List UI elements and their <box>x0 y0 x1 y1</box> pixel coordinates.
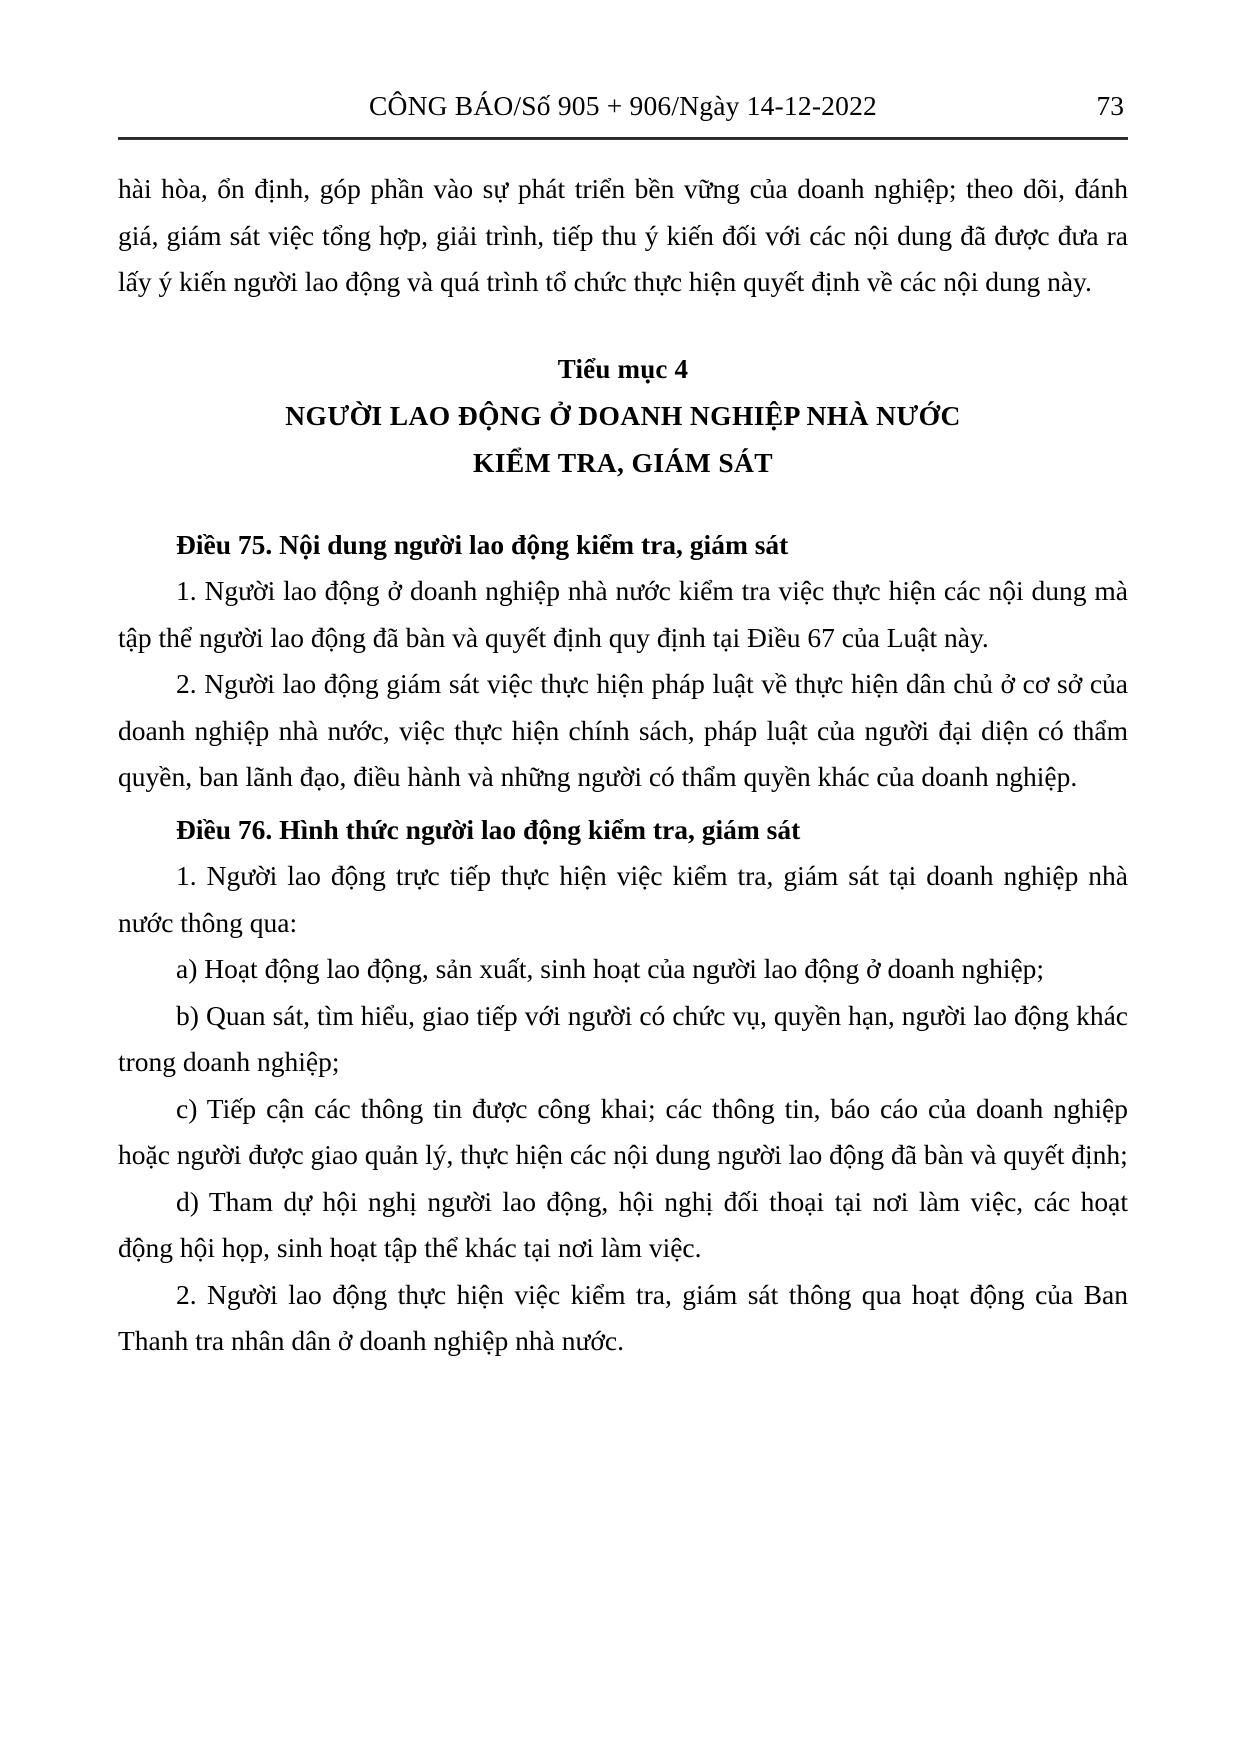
article-76-point-c: c) Tiếp cận các thông tin được công khai; các thông tin, báo cáo của doanh nghiệp hoặc người được giao quản lý, thực hiện các nội dung người lao động đã bàn và quyết định; <box>118 1092 1128 1170</box>
intro-paragraph: hài hòa, ổn định, góp phần vào sự phát triển bền vững của doanh nghiệp; theo dõi, đánh giá, giám sát việc tổng hợp, giải trình, tiếp thu ý kiến đối với các nội dung đã được đưa ra lấy ý kiến người lao động và quá trình tổ chức thực hiện quyết định về các nội dung này. <box>118 173 1128 297</box>
header-title: CÔNG BÁO/Số 905 + 906/Ngày 14-12-2022 <box>369 90 877 121</box>
subsection-label: Tiểu mục 4 <box>557 353 689 384</box>
article-76-heading: Điều 76. Hình thức người lao động kiểm tra, giám sát <box>176 813 801 845</box>
article-76-clause-2: 2. Người lao động thực hiện việc kiểm tra, giám sát thông qua hoạt động của Ban Thanh tra nhân dân ở doanh nghiệp nhà nước. <box>118 1278 1128 1356</box>
article-76-point-b: b) Quan sát, tìm hiểu, giao tiếp với người có chức vụ, quyền hạn, người lao động khác trong doanh nghiệp; <box>118 999 1128 1077</box>
subsection-heading-line-1: NGƯỜI LAO ĐỘNG Ở DOANH NGHIỆP NHÀ NƯỚC <box>285 399 961 431</box>
subsection-heading-line-2: KIỂM TRA, GIÁM SÁT <box>472 446 774 478</box>
article-76-point-a: a) Hoạt động lao động, sản xuất, sinh hoạt của người lao động ở doanh nghiệp; <box>176 953 1045 984</box>
article-75-clause-2: 2. Người lao động giám sát việc thực hiện pháp luật về thực hiện dân chủ ở cơ sở của doanh nghiệp nhà nước, việc thực hiện chính sách, pháp luật của người đại diện có thẩm quyền, ban lãnh đạo, điều hành và những người có thẩm quyền khác của doanh nghiệp. <box>118 668 1128 792</box>
article-76-point-d: d) Tham dự hội nghị người lao động, hội nghị đối thoại tại nơi làm việc, các hoạt động hội họp, sinh hoạt tập thể khác tại nơi làm việc. <box>118 1185 1128 1263</box>
page-content <box>118 88 1128 1365</box>
article-75-heading: Điều 75. Nội dung người lao động kiểm tra, giám sát <box>176 528 789 560</box>
header-divider <box>118 137 1128 140</box>
document-body <box>118 166 1128 1365</box>
article-75-clause-1: 1. Người lao động ở doanh nghiệp nhà nước kiểm tra việc thực hiện các nội dung mà tập thể người lao động đã bàn và quyết định quy định tại Điều 67 của Luật này. <box>118 575 1128 653</box>
page-number: 73 <box>1096 90 1124 121</box>
subsection-title-block <box>118 346 1128 486</box>
article-76-clause-1: 1. Người lao động trực tiếp thực hiện việc kiểm tra, giám sát tại doanh nghiệp nhà nước thông qua: <box>118 860 1128 938</box>
page-header <box>118 88 1128 132</box>
